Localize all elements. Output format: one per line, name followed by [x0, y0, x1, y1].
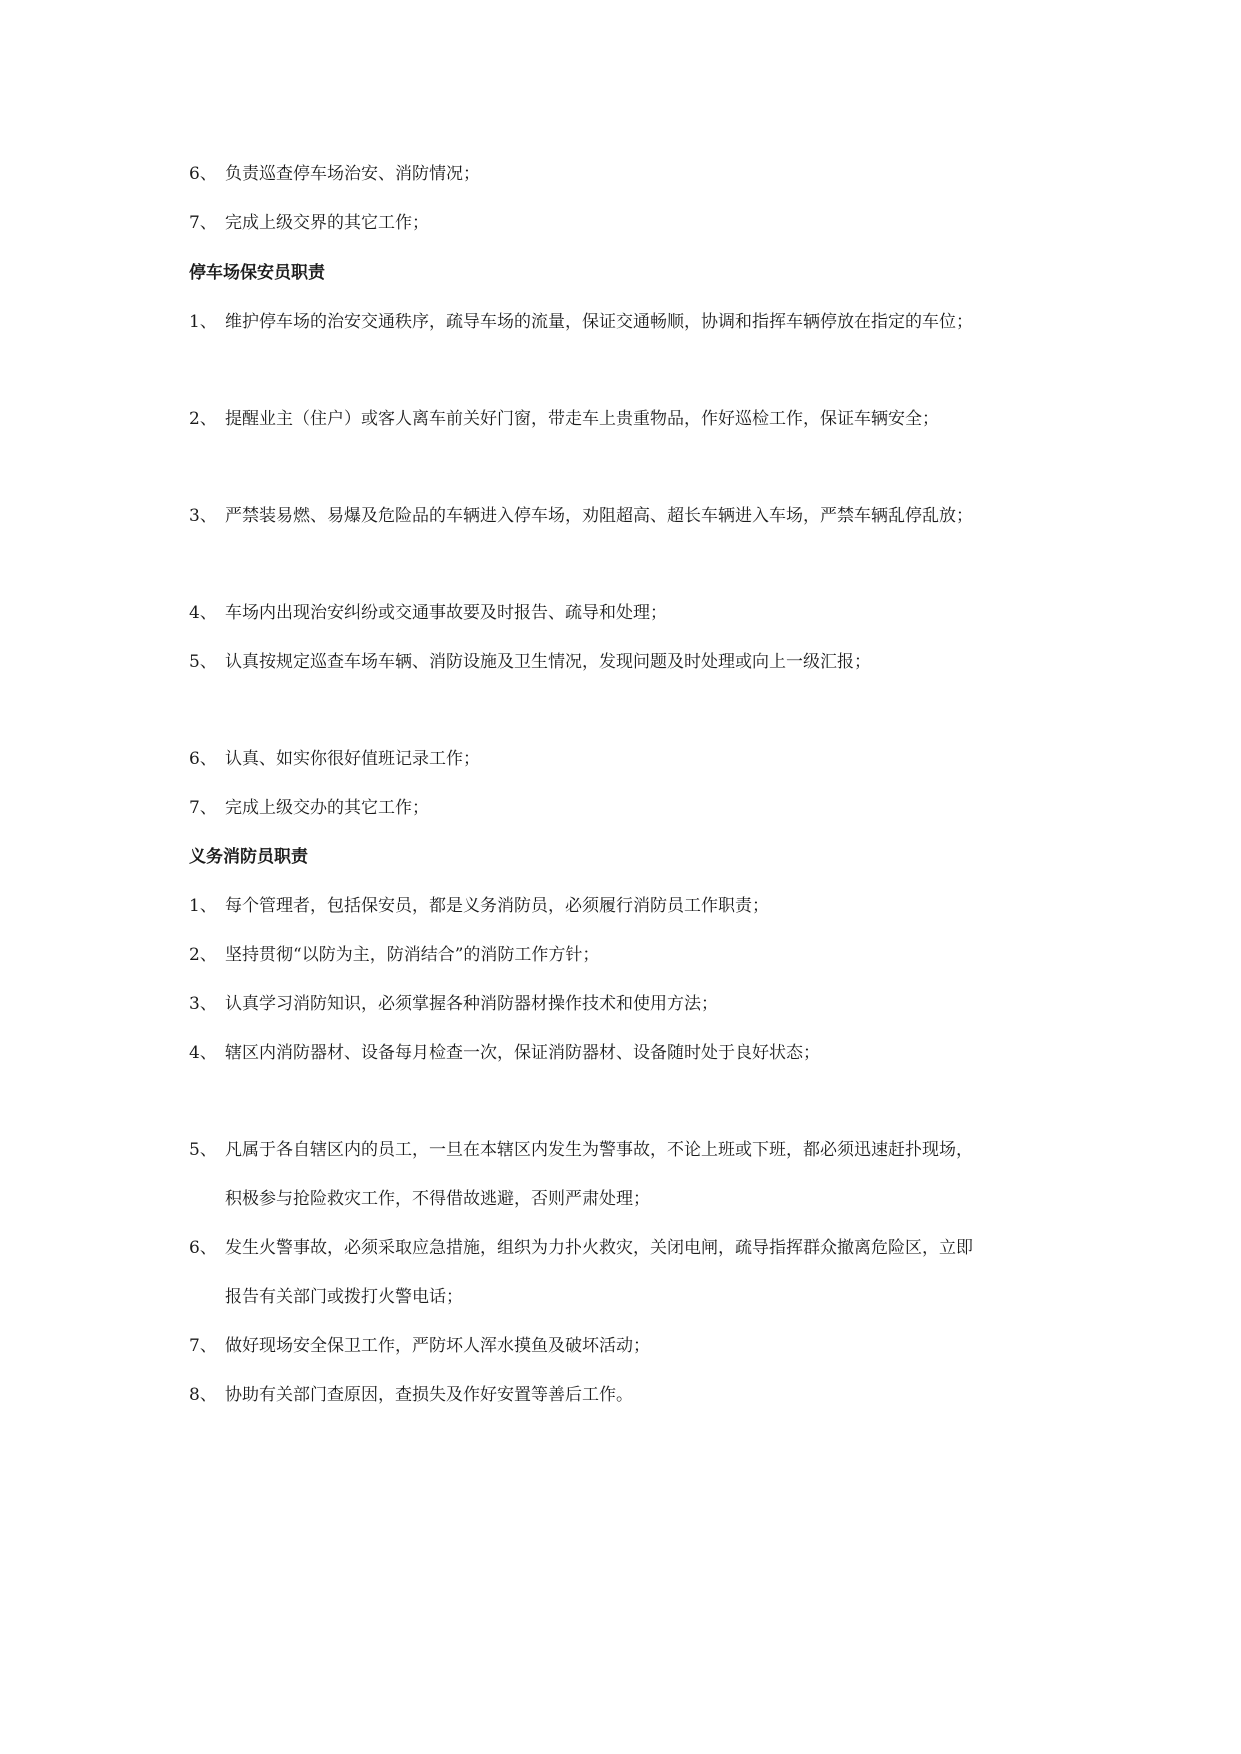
list-item	[189, 993, 1101, 1015]
item-text: 坚持贯彻“以防为主，防消结合”的消防工作方针；	[225, 945, 600, 965]
item-text-continuation: 积极参与抢险救灾工作，不得借故逃避，否则严肃处理；	[225, 1189, 650, 1209]
list-item	[189, 797, 1101, 819]
section-heading-fire: 义务消防员职责	[189, 847, 308, 867]
item-text: 做好现场安全保卫工作，严防坏人浑水摸鱼及破坏活动；	[225, 1336, 650, 1356]
list-item	[189, 505, 1101, 527]
list-item	[189, 1237, 1101, 1259]
item-text: 认真学习消防知识，必须掌握各种消防器材操作技术和使用方法；	[225, 994, 718, 1014]
item-number: 1、	[189, 312, 217, 332]
item-text: 完成上级交界的其它工作；	[225, 213, 429, 233]
list-item	[189, 748, 1101, 770]
section-heading-parking: 停车场保安员职责	[189, 263, 325, 283]
list-item	[189, 311, 1101, 333]
item-text: 完成上级交办的其它工作；	[225, 798, 429, 818]
item-number: 7、	[189, 798, 217, 818]
item-number: 5、	[189, 652, 217, 672]
item-number: 2、	[189, 409, 217, 429]
list-item	[189, 651, 1101, 673]
list-item	[189, 163, 1101, 185]
item-number: 7、	[189, 213, 217, 233]
item-text: 协助有关部门查原因，查损失及作好安置等善后工作。	[225, 1385, 633, 1405]
item-number: 6、	[189, 749, 217, 769]
item-text: 认真按规定巡查车场车辆、消防设施及卫生情况，发现问题及时处理或向上一级汇报；	[225, 652, 871, 672]
item-number: 4、	[189, 1043, 217, 1063]
item-number: 2、	[189, 945, 217, 965]
item-number: 6、	[189, 1238, 217, 1258]
list-item	[189, 944, 1101, 966]
item-text: 维护停车场的治安交通秩序，疏导车场的流量，保证交通畅顺，协调和指挥车辆停放在指定的车位；	[225, 312, 973, 332]
item-number: 5、	[189, 1140, 217, 1160]
item-number: 6、	[189, 164, 217, 184]
item-number: 3、	[189, 994, 217, 1014]
item-number: 1、	[189, 896, 217, 916]
item-text: 车场内出现治安纠纷或交通事故要及时报告、疏导和处理；	[225, 603, 667, 623]
list-item	[189, 895, 1101, 917]
item-number: 7、	[189, 1336, 217, 1356]
list-item	[189, 212, 1101, 234]
list-item	[189, 1139, 1101, 1161]
item-text: 提醒业主（住户）或客人离车前关好门窗，带走车上贵重物品，作好巡检工作，保证车辆安全；	[225, 409, 939, 429]
item-text: 严禁装易燃、易爆及危险品的车辆进入停车场，劝阻超高、超长车辆进入车场，严禁车辆乱停乱放；	[225, 506, 973, 526]
list-item	[189, 1384, 1101, 1406]
item-number: 8、	[189, 1385, 217, 1405]
list-item	[189, 408, 1101, 430]
item-text: 凡属于各自辖区内的员工，一旦在本辖区内发生为警事故，不论上班或下班，都必须迅速赶扑现场，	[225, 1140, 973, 1160]
item-text: 辖区内消防器材、设备每月检查一次，保证消防器材、设备随时处于良好状态；	[225, 1043, 820, 1063]
item-number: 4、	[189, 603, 217, 623]
item-text-continuation: 报告有关部门或拨打火警电话；	[225, 1287, 463, 1307]
item-text: 发生火警事故，必须采取应急措施，组织为力扑火救灾，关闭电闸，疏导指挥群众撤离危险区，立即	[225, 1238, 973, 1258]
list-item	[189, 1042, 1101, 1064]
list-item	[189, 1335, 1101, 1357]
item-number: 3、	[189, 506, 217, 526]
list-item	[189, 602, 1101, 624]
item-text: 负责巡查停车场治安、消防情况；	[225, 164, 480, 184]
item-text: 认真、如实你很好值班记录工作；	[225, 749, 480, 769]
item-text: 每个管理者，包括保安员，都是义务消防员，必须履行消防员工作职责；	[225, 896, 769, 916]
